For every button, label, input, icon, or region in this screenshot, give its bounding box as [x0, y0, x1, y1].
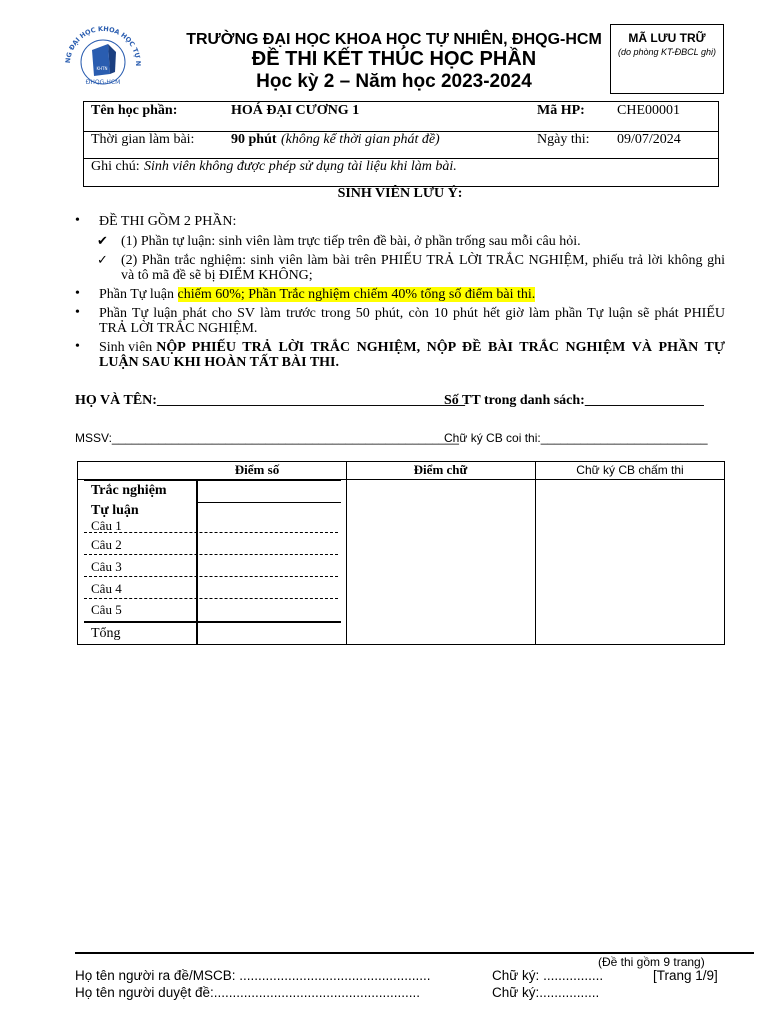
note-row — [84, 158, 718, 186]
author-field[interactable]: ................................................... — [239, 968, 431, 983]
header-grader-sign: Chữ ký CB chấm thi — [576, 463, 684, 477]
footer-rule — [75, 952, 754, 954]
course-label: Tên học phần: — [91, 103, 178, 118]
score-table — [77, 461, 725, 645]
author-label: Họ tên người ra đề/MSCB: — [75, 968, 236, 983]
reviewer-label: Họ tên người duyệt đề: — [75, 985, 214, 1000]
bullet-dot: • — [75, 305, 80, 320]
notice-sub-mcq — [121, 253, 725, 283]
notice-submit-pre: Sinh viên — [99, 340, 153, 355]
reviewer-sign-label: Chữ ký: — [492, 985, 540, 1000]
logo-bottom-text: ĐHQG-HCM — [85, 79, 121, 86]
header-score-words: Điểm chữ — [413, 462, 468, 477]
row-q3: Câu 3 — [91, 559, 122, 574]
mcq-line — [198, 502, 341, 503]
page-count-note: (Đề thi gồm 9 trang) — [598, 955, 705, 969]
list-number-line — [444, 393, 704, 409]
proctor-sign-label: Chữ ký CB coi thi: — [444, 431, 541, 445]
notice-submit-bold-line2: LUẬN SAU KHI HOÀN TẤT BÀI THI. — [99, 355, 340, 370]
exam-date-label: Ngày thi: — [537, 132, 590, 147]
col-divider — [346, 462, 347, 644]
row-q5: Câu 5 — [91, 602, 122, 617]
notice-item-submit — [99, 340, 725, 370]
archive-code-box — [610, 24, 724, 94]
archive-note: (do phòng KT-ĐBCL ghi) — [617, 47, 717, 57]
notice-title: SINH VIÊN LƯU Ý: — [337, 186, 463, 201]
author-sign-line — [492, 968, 603, 983]
col-divider — [535, 462, 536, 644]
list-number-field[interactable]: _________________ — [584, 393, 704, 408]
row-separator — [84, 532, 338, 533]
reviewer-sign-field[interactable]: ................ — [539, 985, 600, 1000]
course-code-label: Mã HP: — [537, 103, 585, 118]
course-row — [84, 102, 718, 132]
author-sign-field[interactable]: ................ — [543, 968, 604, 983]
checkmark-icon: ✓ — [97, 252, 108, 267]
notice-weights-pre: Phần Tự luận — [99, 287, 178, 302]
notice-item-weights — [99, 287, 535, 302]
time-note: (không kể thời gian phát đề) — [281, 132, 440, 147]
row-separator — [84, 576, 338, 577]
student-name-label: HỌ VÀ TÊN: — [75, 393, 157, 408]
inner-top-line — [84, 480, 341, 481]
reviewer-line — [75, 985, 420, 1000]
bullet-dot: • — [75, 339, 80, 354]
course-info-table — [83, 101, 719, 187]
logo-abbr: KHTN — [96, 66, 108, 71]
student-id-line — [75, 431, 459, 445]
university-logo — [60, 22, 146, 94]
course-value: HOÁ ĐẠI CƯƠNG 1 — [231, 103, 360, 118]
semester: Học kỳ 2 – Năm học 2023-2024 — [256, 71, 532, 92]
row-separator — [84, 598, 338, 599]
time-row — [84, 131, 718, 159]
row-total: Tổng — [91, 626, 121, 641]
notice-weights-highlight: chiếm 60%; Phần Trắc nghiệm chiếm 40% tổng số điểm bài thi. — [177, 287, 536, 302]
author-sign-label: Chữ ký: — [492, 968, 540, 983]
total-line — [84, 621, 341, 623]
note-value: Sinh viên không được phép sử dụng tài liệu khi làm bài. — [144, 159, 457, 174]
notice-item-parts: ĐỀ THI GỒM 2 PHẦN: — [99, 214, 237, 229]
reviewer-sign-line — [492, 985, 599, 1000]
list-number-label: Số TT trong danh sách: — [444, 393, 585, 408]
bullet-dot: • — [75, 286, 80, 301]
student-name-field[interactable]: ____________________________________________ — [156, 393, 465, 408]
notice-submit-bold-line1: NỘP PHIẾU TRẢ LỜI TRẮC NGHIỆM, NỘP ĐỀ BÀI TRẮC NGHIỆM VÀ PHẦN TỰ — [156, 340, 725, 355]
notice-timing-line2: TRẢ LỜI TRẮC NGHIỆM. — [99, 321, 258, 336]
notice-sub-mcq-line2: và tô mã đề sẽ bị ĐIỂM KHÔNG; — [121, 268, 313, 283]
reviewer-field[interactable]: ....................................................... — [213, 985, 421, 1000]
exam-title: ĐỀ THI KẾT THÚC HỌC PHẦN — [251, 48, 537, 70]
row-essay: Tự luận — [91, 503, 139, 518]
notice-timing-line1: Phần Tự luận phát cho SV làm trước trong 50 phút, còn 10 phút hết giờ làm phần Tự luận sẽ phát PHIẾU — [99, 306, 725, 321]
notice-item-timing — [99, 306, 725, 336]
page-number: [Trang 1/9] — [653, 968, 718, 983]
notice-sub-essay: (1) Phần tự luận: sinh viên làm trực tiếp trên đề bài, ở phần trống sau mỗi câu hỏi. — [121, 234, 581, 249]
time-label: Thời gian làm bài: — [91, 132, 195, 147]
bullet-dot: • — [75, 213, 80, 228]
row-q1: Câu 1 — [91, 518, 122, 533]
proctor-sign-field[interactable]: _________________________ — [540, 431, 708, 445]
row-q2: Câu 2 — [91, 537, 122, 552]
course-code-value: CHE00001 — [617, 103, 680, 118]
author-line — [75, 968, 431, 983]
notice-sub-mcq-line1: (2) Phần trắc nghiệm: sinh viên làm bài trên PHIẾU TRẢ LỜI TRẮC NGHIỆM, phiếu trả lời không ghi — [121, 253, 725, 268]
time-value: 90 phút — [231, 132, 277, 147]
row-separator — [84, 554, 338, 555]
row-q4: Câu 4 — [91, 581, 122, 596]
student-id-label: MSSV: — [75, 431, 112, 445]
logo-arc-text: NG ĐẠI HỌC KHOA HỌC TỰ N — [63, 24, 143, 67]
student-id-field[interactable]: ____________________________________________________ — [111, 431, 459, 445]
row-mcq: Trắc nghiệm — [91, 483, 167, 498]
university-name: TRƯỜNG ĐẠI HỌC KHOA HỌC TỰ NHIÊN, ĐHQG-HCM — [186, 31, 602, 48]
archive-title: MÃ LƯU TRỮ — [628, 31, 706, 45]
header-score-number: Điểm số — [234, 462, 280, 477]
checkmark-icon: ✔ — [97, 233, 108, 248]
note-label: Ghi chú: — [91, 159, 140, 174]
student-name-line — [75, 393, 465, 409]
proctor-sign-line — [444, 431, 708, 445]
exam-date-value: 09/07/2024 — [617, 132, 681, 147]
